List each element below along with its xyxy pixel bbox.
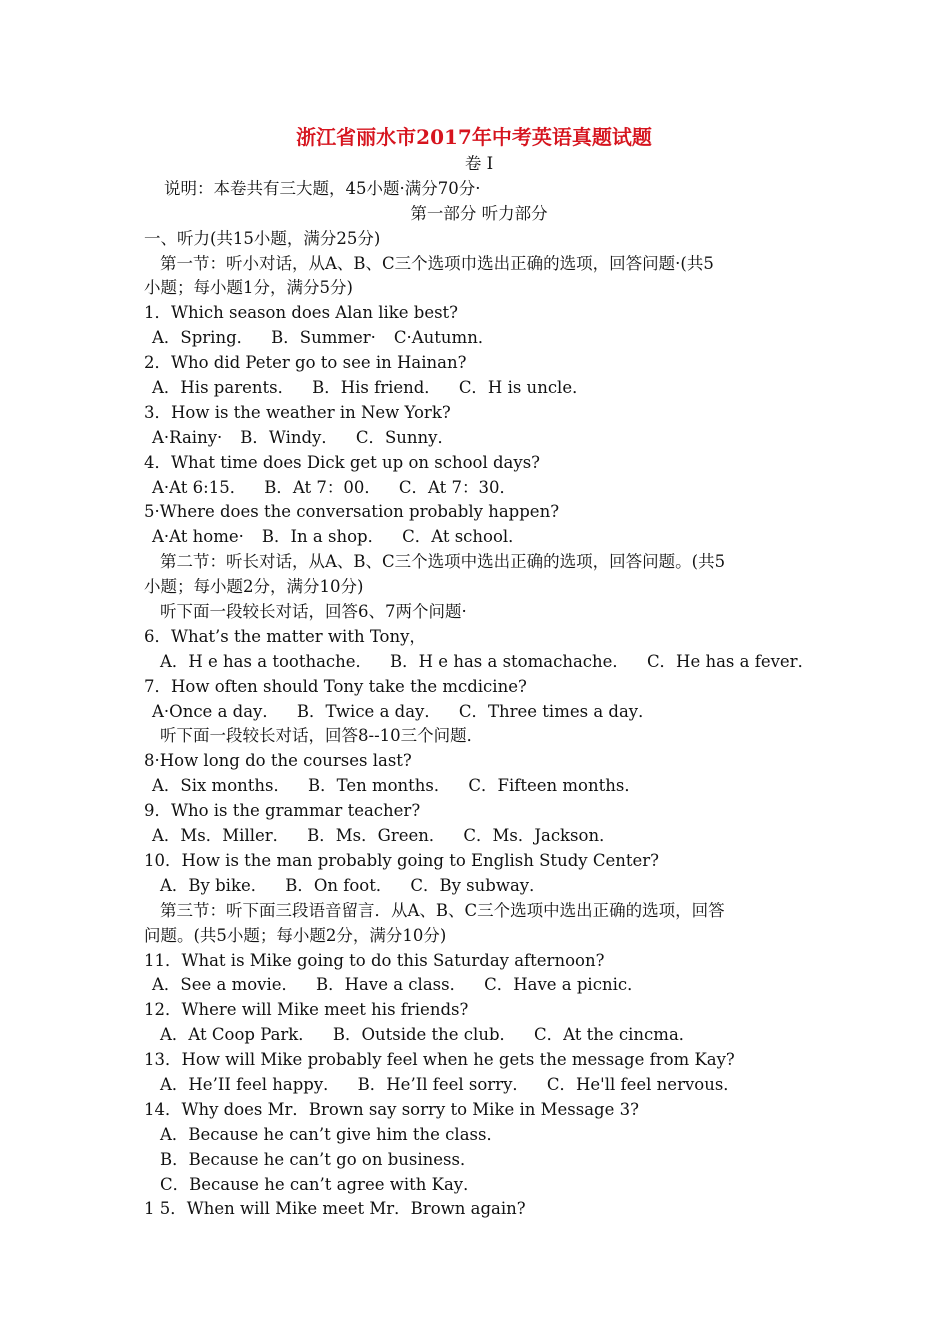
- option-b: B．Summer·: [271, 328, 376, 348]
- option-c: C．Three times a day．: [458, 701, 655, 721]
- question-5-options: [144, 525, 814, 550]
- instructions: 说明：本卷共有三大题，45小题·满分70分·: [164, 178, 481, 198]
- question-4: 4．What time does Dick get up on school days?: [144, 452, 541, 472]
- option-c: C．By subway．: [410, 875, 546, 895]
- question-12: 12．Where will Mike meet his friends?: [144, 1000, 469, 1020]
- question-3: 3．How is the weather in New York?: [144, 402, 451, 422]
- option-c: C．Fifteen months．: [468, 776, 641, 796]
- option-a: A．H e has a toothache．: [160, 651, 373, 671]
- question-14-option-b: B．Because he can’t go on business．: [160, 1149, 477, 1169]
- option-a: A．Ms．Miller．: [152, 826, 290, 846]
- document-title: 浙江省丽水市2017年中考英语真题试题: [296, 125, 652, 149]
- question-8: 8·How long do the courses last?: [144, 751, 412, 771]
- option-b: B．Ten months．: [307, 776, 451, 796]
- option-a: A．See a movie．: [152, 975, 299, 995]
- question-2: 2．Who did Peter go to see in Hainan?: [144, 353, 467, 373]
- option-c: C．At 7：30．: [398, 477, 516, 497]
- section1-part1-instructions: 第一节：听小对话，从A、B、C三个选项巾选出正确的选项，回答问题·(共5: [160, 253, 714, 273]
- option-a: A·At home·: [152, 527, 244, 547]
- option-b: B．His friend．: [312, 378, 441, 398]
- option-b: B．On foot．: [285, 875, 393, 895]
- document-body: [144, 122, 814, 1222]
- question-7: 7．How often should Tony take the mcdicine?: [144, 676, 527, 696]
- option-b: B．Windy．: [240, 427, 338, 447]
- dialog-1-note: 听下面一段较长对话，回答6、7两个问题·: [160, 602, 467, 622]
- part1-title: 第一部分 听力部分: [410, 203, 548, 223]
- section1-part3-instructions: 第三节：听下面三段语音留言．从A、B、C三个选项中选出正确的选项，回答: [160, 900, 725, 920]
- question-6: 6．What’s the matter with Tony，: [144, 626, 426, 646]
- section1-part3-instructions-cont: 问题。(共5小题；每小题2分，满分10分): [144, 925, 447, 945]
- option-c: C．Ms．Jackson．: [463, 826, 616, 846]
- question-8-options: [144, 774, 814, 799]
- option-a: A．At Coop Park．: [160, 1025, 315, 1045]
- dialog-2-note: 听下面一段较长对话，回答8--10三个问题．: [160, 726, 484, 746]
- question-11-options: [144, 973, 814, 998]
- question-14-option-a: A．Because he can’t give him the class．: [160, 1124, 503, 1144]
- option-b: B．At 7：00．: [264, 477, 381, 497]
- option-a: A．His parents．: [152, 378, 295, 398]
- question-9: 9．Who is the grammar teacher?: [144, 801, 421, 821]
- question-10: 10．How is the man probably going to English Study Center?: [144, 850, 659, 870]
- option-b: B．In a shop．: [261, 527, 385, 547]
- question-12-options: [144, 1023, 814, 1048]
- option-c: C．H is uncle．: [458, 378, 589, 398]
- question-1-options: [144, 326, 814, 351]
- section1-heading: 一、听力(共15小题，满分25分): [144, 228, 381, 248]
- option-c: C．At the cincma．: [534, 1025, 696, 1045]
- option-c: C．He'll feel nervous．: [546, 1074, 740, 1094]
- option-a: A·Once a day．: [152, 701, 279, 721]
- question-13-options: [144, 1073, 814, 1098]
- question-5: 5·Where does the conversation probably happen?: [144, 502, 560, 522]
- option-a: A．He’II feel happy．: [160, 1074, 340, 1094]
- option-c: C．Sunny．: [355, 427, 455, 447]
- option-b: B．Ms．Green．: [307, 826, 446, 846]
- question-9-options: [144, 824, 814, 849]
- option-b: B．He’Il feel sorry．: [357, 1074, 529, 1094]
- section1-part1-instructions-cont: 小题；每小题1分，满分5分): [144, 278, 353, 298]
- option-c: C．Have a picnic．: [484, 975, 644, 995]
- option-a: A．Spring．: [152, 328, 254, 348]
- question-15: 1 5．When will Mike meet Mr．Brown again?: [144, 1199, 526, 1219]
- question-10-options: [144, 874, 814, 899]
- question-4-options: [144, 476, 814, 501]
- question-7-options: [144, 700, 814, 725]
- option-a: A．Six months．: [152, 776, 290, 796]
- option-c: C·Autumn．: [393, 328, 495, 348]
- question-2-options: [144, 376, 814, 401]
- option-b: B．Twice a day．: [296, 701, 441, 721]
- option-c: C．He has a fever．: [646, 651, 815, 671]
- question-14-option-c: C．Because he can’t agree with Kay．: [160, 1174, 480, 1194]
- option-a: A·Rainy·: [152, 427, 223, 447]
- volume-label: 卷 I: [464, 154, 494, 173]
- option-b: B．Outside the club．: [332, 1025, 517, 1045]
- section1-part2-instructions: 第二节：听长对话，从A、B、C三个选项中选出正确的选项，回答问题。(共5: [160, 552, 726, 572]
- question-3-options: [144, 426, 814, 451]
- option-a: A．By bike．: [160, 875, 268, 895]
- question-6-options: [144, 650, 814, 675]
- question-13: 13．How will Mike probably feel when he gets the message from Kay?: [144, 1050, 735, 1070]
- question-14: 14．Why does Mr．Brown say sorry to Mike in Message 3?: [144, 1099, 639, 1119]
- option-c: C．At school．: [402, 527, 525, 547]
- option-a: A·At 6:15．: [152, 477, 247, 497]
- option-b: B．Have a class．: [316, 975, 467, 995]
- option-b: B．H e has a stomachache．: [390, 651, 629, 671]
- section1-part2-instructions-cont: 小题；每小题2分，满分10分): [144, 577, 364, 597]
- question-11: 11．What is Mike going to do this Saturday afternoon?: [144, 950, 605, 970]
- question-1: 1．Which season does Alan like best?: [144, 303, 459, 323]
